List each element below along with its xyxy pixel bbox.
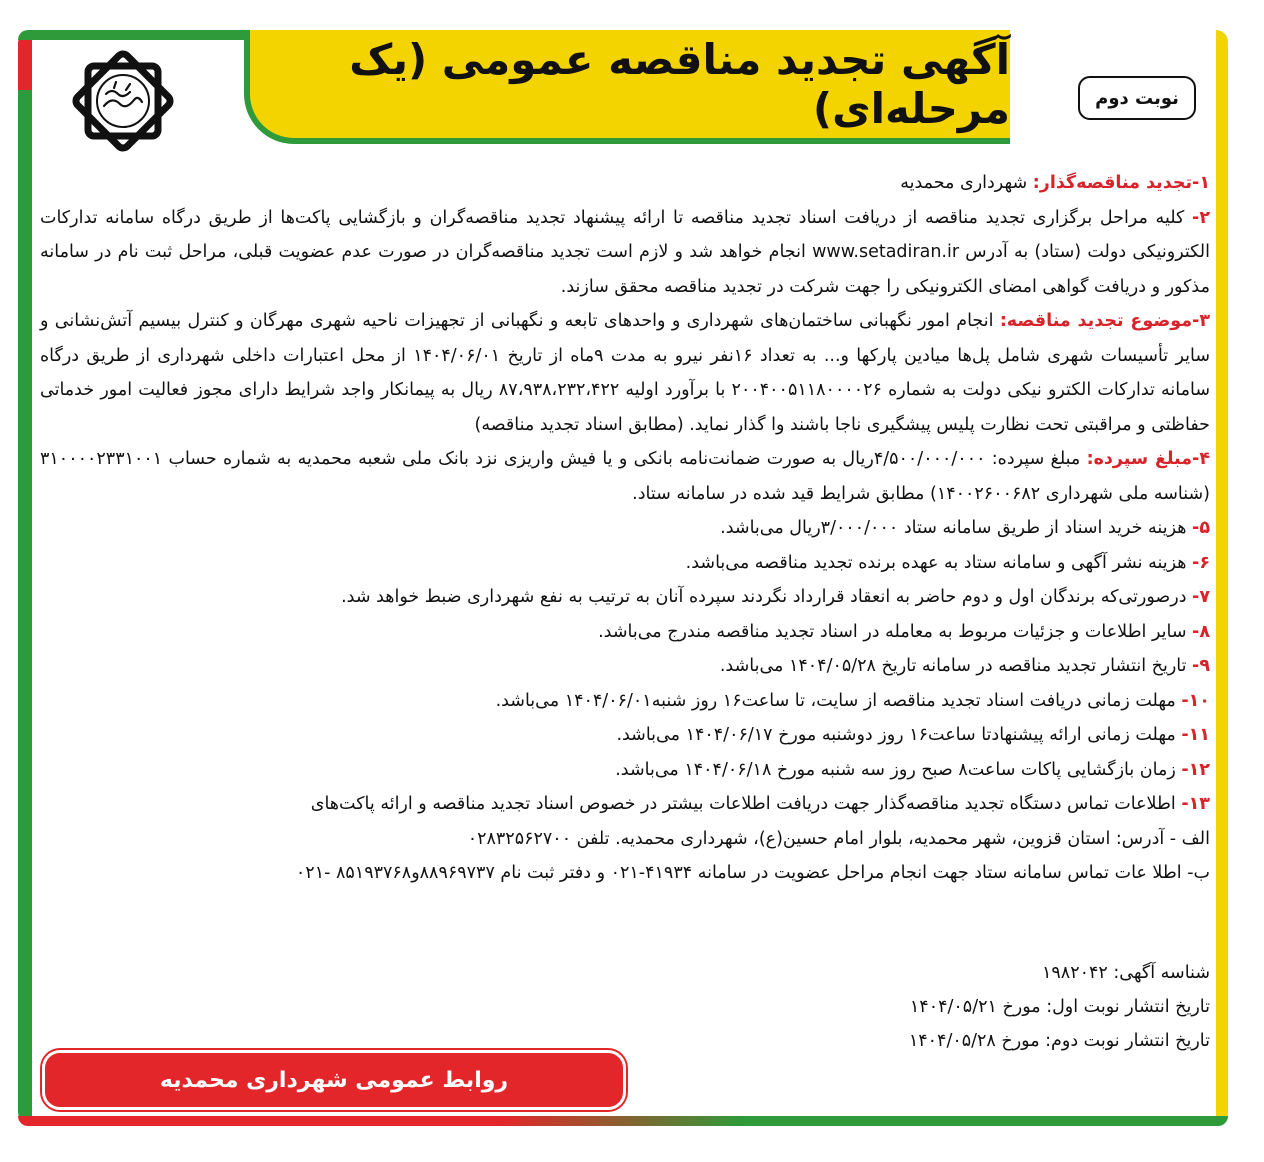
publication-dates (640, 956, 1210, 1058)
tender-items (40, 166, 1210, 891)
contact-setad: ب- اطلا عات تماس سامانه ستاد جهت انجام مراحل عضویت در سامانه ۴۱۹۳۴-۰۲۱ و دفتر ثبت نام ۸۸۹۶۹۷۳۷و۸۵۱۹۳۷۶۸ -۰۲۱ (295, 863, 1210, 883)
list-item (40, 753, 1210, 788)
list-item (40, 304, 1210, 442)
item-number: ۹- (1192, 656, 1210, 676)
frame-left-edge (18, 30, 32, 1126)
item-number: ۷- (1192, 587, 1210, 607)
title-banner (244, 30, 1010, 144)
badge-label: نوبت دوم (1095, 87, 1179, 109)
item-number: ۳- (1192, 311, 1210, 331)
second-publication-date: تاریخ انتشار نوبت دوم: مورخ ۱۴۰۴/۰۵/۲۸ (908, 1031, 1210, 1051)
item-number: ۱۰- (1181, 690, 1210, 711)
item-text: مهلت زمانی دریافت اسناد تجدید مناقصه از سایت، تا ساعت۱۶ روز شنبه۱۴۰۴/۰۶/۰۱ می‌باشد. (495, 690, 1182, 711)
page-title: آگهی تجدید مناقصه عمومی (یک مرحله‌ای) (349, 35, 1010, 133)
item-number: ۱۳- (1181, 794, 1210, 814)
item-number: ۸- (1192, 621, 1210, 642)
item-text: هزینه خرید اسناد از طریق سامانه ستاد ۳/۰۰۰/۰۰۰ریال می‌باشد. (720, 518, 1193, 538)
list-item (40, 649, 1210, 684)
list-item (40, 684, 1210, 719)
item-label: تجدید مناقصه‌گذار: (1032, 173, 1193, 193)
list-item (40, 787, 1210, 822)
frame-top-green (18, 30, 258, 40)
item-text: شهرداری محمدیه (900, 173, 1033, 193)
list-item (40, 511, 1210, 546)
footer-label: روابط عمومی شهرداری محمدیه (159, 1067, 509, 1093)
item-label: موضوع تجدید مناقصه: (999, 311, 1193, 331)
list-item (40, 546, 1210, 581)
item-text: اطلاعات تماس دستگاه تجدید مناقصه‌گذار جهت دریافت اطلاعات بیشتر در خصوص اسناد تجدید مناقصه و ارائه پاکت‌های (310, 794, 1182, 814)
municipality-logo-icon (66, 44, 180, 158)
item-number: ۴- (1192, 449, 1210, 469)
item-number: ۱۱- (1181, 725, 1210, 745)
item-text: مهلت زمانی ارائه پیشنهادتا ساعت۱۶ روز دوشنبه مورخ ۱۴۰۴/۰۶/۱۷ می‌باشد. (616, 725, 1182, 745)
item-text: زمان بازگشایی پاکات ساعت۸ صبح روز سه شنبه مورخ ۱۴۰۴/۰۶/۱۸ می‌باشد. (615, 759, 1182, 780)
item-number: ۶- (1192, 552, 1210, 573)
item-text: سایر اطلاعات و جزئیات مربوط به معامله در اسناد تجدید مناقصه مندرج می‌باشد. (598, 621, 1193, 642)
item-number: ۱۲- (1181, 759, 1210, 780)
list-item (40, 201, 1210, 305)
frame-bottom-edge (18, 1116, 1228, 1126)
item-number: ۲- (1192, 207, 1210, 228)
contact-address: الف - آدرس: استان قزوین، شهر محمدیه، بلوار امام حسین(ع)، شهرداری محمدیه. تلفن ۰۲۸۳۲۵۶۲۷۰۰ (467, 828, 1210, 849)
ad-id: شناسه آگهی: ۱۹۸۲۰۴۲ (1042, 963, 1210, 983)
list-item (40, 718, 1210, 753)
footer-banner (42, 1050, 626, 1110)
item-text: درصورتی‌که برندگان اول و دوم حاضر به انعقاد قرارداد نگردند سپرده آنان به ترتیب به نفع شهرداری ضبط خواهد شد. (341, 587, 1193, 607)
publication-round-badge (1078, 76, 1196, 120)
first-publication-date: تاریخ انتشار نوبت اول: مورخ ۱۴۰۴/۰۵/۲۱ (909, 997, 1210, 1017)
item-text: هزینه نشر آگهی و سامانه ستاد به عهده برنده تجدید مناقصه می‌باشد. (685, 552, 1193, 573)
list-item (40, 166, 1210, 201)
item-label: مبلغ سپرده: (1086, 449, 1193, 469)
list-item (40, 615, 1210, 650)
frame-right-edge (1216, 30, 1228, 1126)
item-number: ۱- (1192, 173, 1210, 193)
list-item (40, 580, 1210, 615)
list-item (40, 442, 1210, 511)
item-text: تاریخ انتشار تجدید مناقصه در سامانه تاریخ ۱۴۰۴/۰۵/۲۸ می‌باشد. (719, 656, 1193, 676)
item-text: کلیه مراحل برگزاری تجدید مناقصه از دریافت اسناد تجدید مناقصه تا ارائه پیشنهاد تجدید مناقصه‌گران و بازگشایی پاکت‌ها از طریق درگاه سامانه تدارکات الکترونیکی دولت (ستاد) به آدرس www.setadiran.ir انجام خواهد شد و لازم است تجدید مناقصه‌گران در صورت عدم عضویت قبلی، مراحل ثبت نام در سامانه مذکور و دریافت گواهی امضای الکترونیکی را جهت شرکت در تجدید مناقصه محقق سازند. (40, 207, 1210, 297)
item-text: مبلغ سپرده: ۴/۵۰۰/۰۰۰/۰۰۰ریال به صورت ضمانت‌نامه بانکی و یا فیش واریزی نزد بانک ملی شعبه محمدیه به شماره حساب ۳۱۰۰۰۰۲۳۳۱۰۰۱ (شناسه ملی شهرداری ۱۴۰۰۲۶۰۰۶۸۲) مطابق شرایط قید شده در سامانه ستاد. (40, 449, 1210, 504)
item-text: انجام امور نگهبانی ساختمان‌های شهرداری و واحدهای تابعه و نگهبانی از تجهیزات ناحیه شهری مهرگان و کنترل بیسیم آتش‌نشانی و سایر تأسیسات شهری شامل پل‌ها میادین پارکها و... به تعداد ۱۶نفر نیرو به مدت ۹ماه از تاریخ ۱۴۰۴/۰۶/۰۱ از محل اعتبارات داخلی شهرداری از طریق درگاه سامانه تدارکات الکترو نیکی دولت به شماره ۲۰۰۴۰۰۵۱۱۸۰۰۰۰۲۶ با برآورد اولیه ۸۷،۹۳۸،۲۳۲،۴۲۲ ریال به پیمانکار واجد شرایط دارای مجوز فعالیت امور خدماتی حفاظتی و مراقبتی تحت نظارت پلیس پیشگیری ناجا باشند وا گذار نماید. (مطابق اسناد تجدید مناقصه) (40, 311, 1210, 435)
item-number: ۵- (1192, 518, 1210, 538)
